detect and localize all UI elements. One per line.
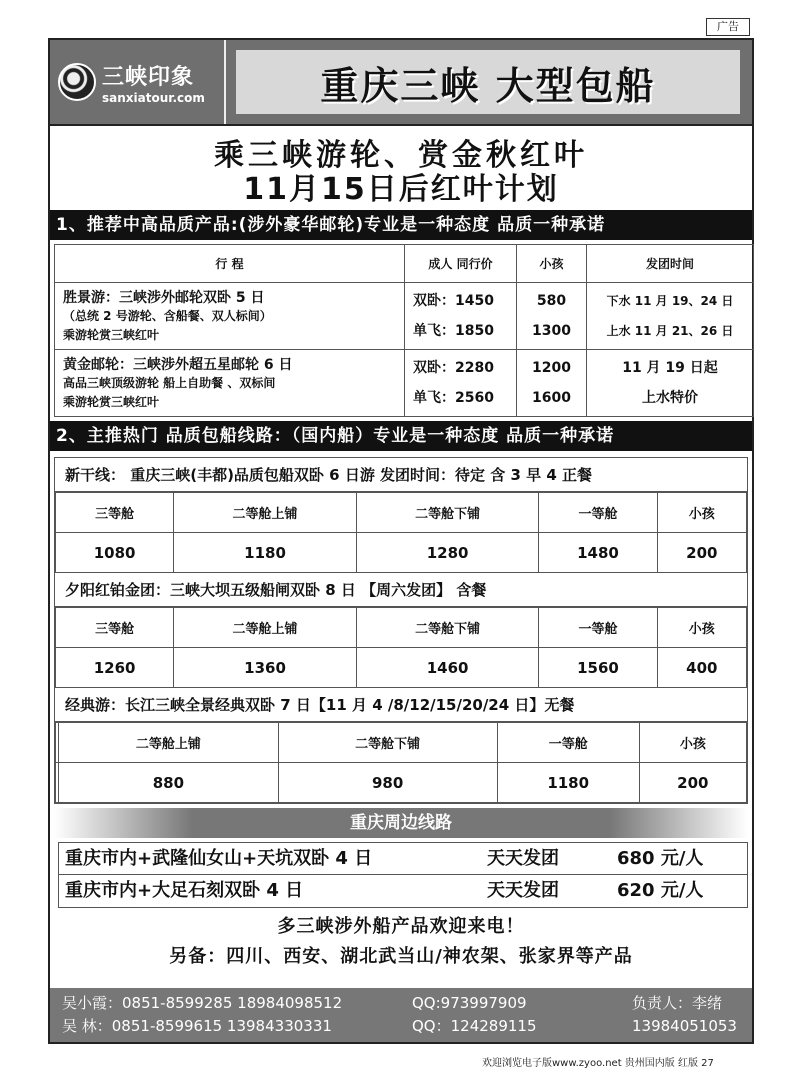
ad-tag: 广告 [706,18,750,36]
cabin-price: 980 [278,763,497,803]
line-heading: 经典游：长江三峡全景经典双卧 7 日【11 月 4 /8/12/15/20/24 日】无餐 [55,688,747,722]
child-price: 1200 [532,360,571,376]
cabin-label: 一等舱 [497,723,639,763]
local-depart: 天天发团 [487,880,559,901]
cabin-label: 二等舱上铺 [59,723,278,763]
cabin-price: 1180 [174,533,357,573]
cabin-label: 小孩 [657,608,746,648]
local-route: 重庆市内+武隆仙女山+天坑双卧 4 日 [65,848,373,869]
cabin-label: 二等舱上铺 [174,608,357,648]
cabin-label: 小孩 [639,723,746,763]
section1-title: 1、推荐中高品质产品:(涉外豪华邮轮)专业是一种态度 品质一种承诺 [50,210,752,240]
cabin-price: 1280 [356,533,539,573]
contact-extra: 负责人：李绪 [632,994,723,1012]
col-child: 小孩 [517,245,587,283]
cabin-price: 1260 [56,648,174,688]
child-price: 1300 [532,323,571,339]
price-double: 双卧：1450 [413,293,494,309]
local-price: 680 元/人 [617,848,704,869]
col-adult-price: 成人 同行价 [405,245,517,283]
cabin-price: 1360 [174,648,357,688]
cabin-label: 三等舱 [56,493,174,533]
route-title: 黄金邮轮：三峡涉外超五星邮轮 6 日 [63,357,293,373]
note-line1: 多三峡涉外船产品欢迎来电！ [277,916,525,937]
cabin-price: 1080 [56,533,174,573]
line-heading: 新干线： 重庆三峡(丰都)品质包船双卧 6 日游 发团时间：待定 含 3 早 4 正餐 [55,458,747,492]
cabin-price: 200 [639,763,746,803]
contact-phone: 吴小霞：0851-8599285 18984098512 [62,994,343,1012]
child-price: 580 [536,293,567,309]
cabin-label: 二等舱下铺 [356,493,539,533]
route-sub: 乘游轮赏三峡红叶 [63,395,160,409]
cabin-label: 三等舱 [56,608,174,648]
cabin-label: 二等舱下铺 [356,608,539,648]
list-item [59,875,747,907]
cabin-price: 400 [657,648,746,688]
table-row [55,350,754,417]
headline-line2: 11月15日后红叶计划 [243,172,559,207]
contact-qq: QQ：124289115 [412,1017,537,1035]
depart-date: 下水 11 月 19、24 日 [606,294,734,308]
depart-date: 上水 11 月 21、26 日 [606,324,734,338]
cabin-label: 二等舱下铺 [278,723,497,763]
col-route: 行 程 [55,245,405,283]
local-routes-title: 重庆周边线路 [54,808,748,838]
price-single: 单飞：1850 [413,323,494,339]
section2-title: 2、主推热门 品质包船线路：（国内船）专业是一种态度 品质一种承诺 [50,421,752,451]
contact-phone: 吴 林：0851-8599615 13984330331 [62,1017,332,1035]
cabin-label: 一等舱 [539,608,657,648]
table-row [55,283,754,350]
logo-emblem-icon [58,63,96,101]
child-price: 1600 [532,390,571,406]
cabin-price: 1460 [356,648,539,688]
headline-line1: 乘三峡游轮、赏金秋红叶 [214,138,588,173]
cabin-price: 1560 [539,648,657,688]
contact-extra: 13984051053 [632,1017,737,1035]
local-depart: 天天发团 [487,848,559,869]
logo [50,40,226,124]
section1-table [54,244,754,417]
contact-row [62,1015,740,1038]
section2-box [54,457,748,804]
local-price: 620 元/人 [617,880,704,901]
route-sub: （总统 2 号游轮、含船餐、双人标间） [63,309,272,323]
cabin-label: 一等舱 [539,493,657,533]
line-heading: 夕阳红铂金团：三峡大坝五级船闸双卧 8 日 【周六发团】 含餐 [55,573,747,607]
cabin-label: 二等舱上铺 [174,493,357,533]
contact-qq: QQ:973997909 [412,994,527,1012]
route-sub: 高品三峡顶级游轮 船上自助餐 、双标间 [63,376,276,390]
col-depart: 发团时间 [587,245,754,283]
route-title: 胜景游：三峡涉外邮轮双卧 5 日 [63,290,265,306]
route-sub: 乘游轮赏三峡红叶 [63,328,160,342]
local-routes [58,842,748,908]
cabin-price: 200 [657,533,746,573]
header [50,40,752,126]
list-item [59,843,747,875]
contact-row [62,992,740,1015]
ad-frame [48,38,754,1044]
local-route: 重庆市内+大足石刻双卧 4 日 [65,880,304,901]
price-double: 双卧：2280 [413,360,494,376]
depart-date: 上水特价 [642,390,698,406]
banner-title: 重庆三峡 大型包船 [236,50,740,114]
note-line2: 另备：四川、西安、湖北武当山/神农架、张家界等产品 [169,946,633,967]
contact-bar [50,988,752,1042]
cabin-price: 1480 [539,533,657,573]
depart-date: 11 月 19 日起 [622,360,718,376]
cabin-label: 小孩 [657,493,746,533]
page-footer: 欢迎浏览电子版www.zyoo.net 贵州国内版 红版 27 [482,1058,714,1069]
logo-cn-text: 三峡印象 [102,63,195,90]
logo-en-text: sanxiatour.com [102,90,205,105]
headline [50,126,752,206]
cabin-price: 880 [59,763,278,803]
cabin-price: 1180 [497,763,639,803]
price-single: 单飞：2560 [413,390,494,406]
